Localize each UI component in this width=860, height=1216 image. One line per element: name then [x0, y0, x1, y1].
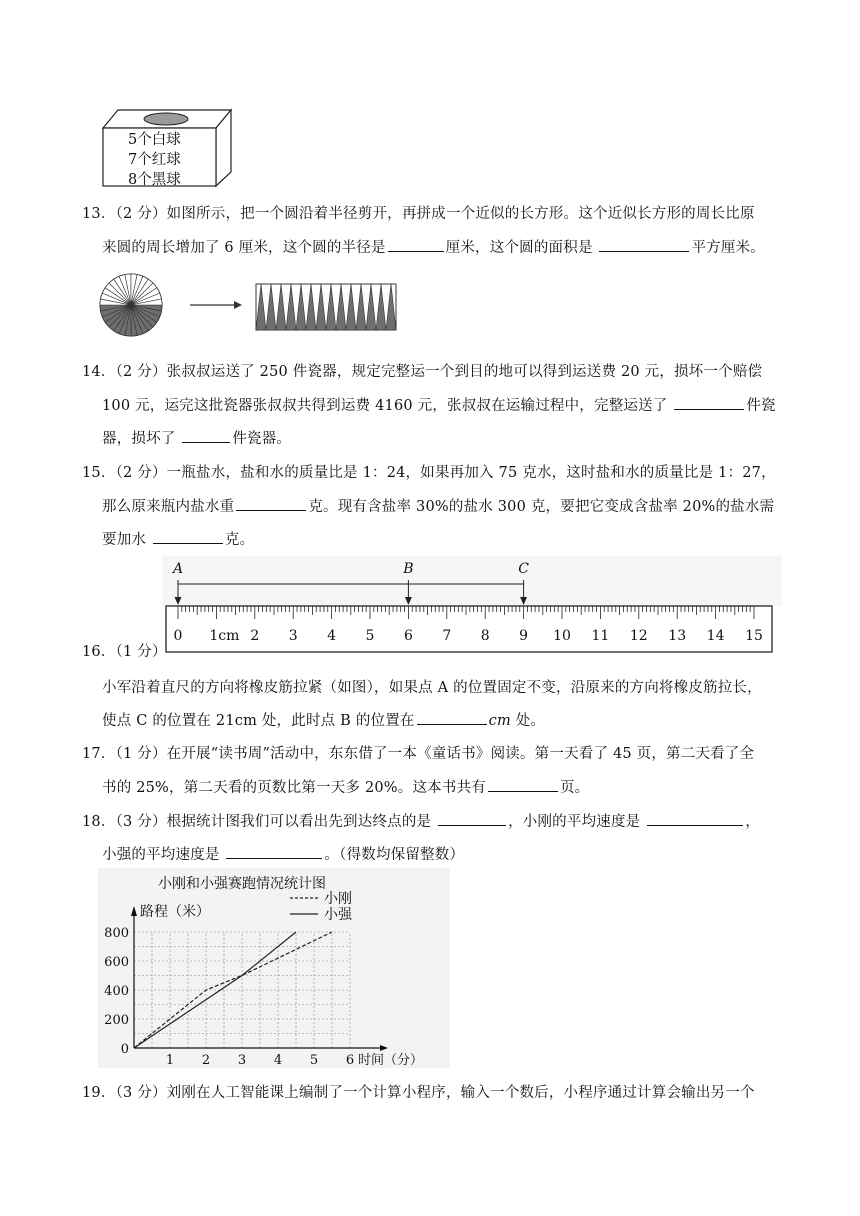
q19-line1: 19．（3 分）刘刚在人工智能课上编制了一个计算小程序，输入一个数后，小程序通过计算会输出另一个	[82, 1085, 755, 1101]
ruler-label: 0	[173, 628, 183, 644]
q15-number: 15．	[82, 465, 116, 481]
ruler-label: 14	[706, 628, 725, 644]
x-tick-label: 5	[309, 1053, 319, 1068]
q17-score: （1 分）	[115, 746, 167, 762]
q18-first-blank[interactable]	[438, 824, 506, 826]
q19-score: （3 分）	[115, 1085, 167, 1101]
ruler-label: 15	[745, 628, 763, 644]
q16-score: （1 分）	[115, 644, 167, 660]
box-line-red: 7个红球	[128, 152, 181, 168]
box-line-black: 8个黑球	[128, 172, 181, 188]
ruler-label: 4	[327, 628, 337, 644]
q14-number: 14．	[82, 364, 116, 380]
q15-score: （2 分）	[115, 465, 167, 481]
ruler-label: 6	[403, 628, 413, 644]
q13-line2: 来圆的周长增加了 6 厘米，这个圆的半径是 厘米，这个圆的面积是 平方厘米。	[102, 240, 765, 256]
circle-fig-svg	[98, 272, 408, 338]
ball-box-figure	[100, 106, 234, 188]
q13-area-blank[interactable]	[599, 250, 689, 252]
q13-radius-blank[interactable]	[388, 250, 444, 252]
x-tick-label: 3	[237, 1053, 247, 1068]
ruler-label: 5	[365, 628, 375, 644]
q15-line3: 要加水 克。	[102, 532, 255, 548]
q18-line1: 18．（3 分）根据统计图我们可以看出先到达终点的是 ，小刚的平均速度是 ，	[82, 814, 760, 830]
q18-number: 18．	[82, 814, 116, 830]
ruler-label: 7	[442, 628, 452, 644]
legend-label-1: 小刚	[324, 891, 352, 907]
box-opening	[144, 113, 188, 125]
q15-saltwater-blank[interactable]	[236, 509, 306, 511]
chart-backdrop	[98, 868, 450, 1068]
y-tick-label: 200	[104, 1013, 129, 1028]
chart-title: 小刚和小强赛跑情况统计图	[158, 876, 326, 892]
q16-unit: cm	[488, 713, 511, 729]
q14-line2: 100 元，运完这批瓷器张叔叔共得到运费 4160 元，张叔叔在运输过程中，完整运送了 件瓷	[102, 398, 776, 414]
point-label-b: B	[403, 561, 414, 577]
y-tick-label: 600	[104, 955, 129, 970]
y-axis-label: 路程（米）	[140, 904, 210, 920]
q17-line1: 17．（1 分）在开展“读书周”活动中，东东借了一本《童话书》阅读。第一天看了 45 页，第二天看了全	[82, 746, 755, 762]
q15-line2: 那么原来瓶内盐水重 克。现有含盐率 30%的盐水 300 克，要把它变成含盐率 20%的盐水需	[102, 499, 775, 515]
x-tick-label: 2	[201, 1053, 211, 1068]
q16-number: 16．	[82, 644, 116, 660]
q19-number: 19．	[82, 1085, 116, 1101]
q16-line2: 使点 C 的位置在 21cm 处，此时点 B 的位置在 cm 处。	[102, 713, 546, 729]
q14-complete-blank[interactable]	[674, 408, 744, 410]
race-chart	[98, 868, 450, 1068]
ruler-label: 10	[553, 628, 571, 644]
q14-line3: 器，损坏了 件瓷器。	[102, 431, 292, 447]
ruler-backdrop	[162, 556, 782, 606]
q17-line2: 书的 25%，第二天看的页数比第一天多 20%。这本书共有 页。	[102, 780, 590, 796]
x-tick-label: 6	[345, 1053, 355, 1068]
y-tick-label: 800	[104, 926, 129, 941]
ruler-label: 2	[250, 628, 260, 644]
q18-xiaoqiang-speed-blank[interactable]	[226, 857, 322, 859]
q18-xiaogang-speed-blank[interactable]	[647, 824, 743, 826]
chart-svg	[98, 868, 450, 1068]
circle-to-rectangle-figure	[98, 272, 408, 338]
q15-line1: 15．（2 分）一瓶盐水，盐和水的质量比是 1：24，如果再加入 75 克水，这时盐和水的质量比是 1：27，	[82, 465, 776, 481]
ruler-label: 3	[288, 628, 298, 644]
q13-number: 13．	[82, 206, 116, 222]
box-line-white: 5个白球	[128, 132, 181, 148]
q14-broken-blank[interactable]	[182, 441, 230, 443]
q14-score: （2 分）	[115, 364, 167, 380]
q14-line1: 14．（2 分）张叔叔运送了 250 件瓷器，规定完整运一个到目的地可以得到运送费 20 元，损坏一个赔偿	[82, 364, 763, 380]
point-label-a: A	[172, 561, 184, 577]
q18-line2: 小强的平均速度是 。（得数均保留整数）	[102, 847, 465, 863]
q16-answer-blank[interactable]	[417, 723, 487, 725]
q15-water-blank[interactable]	[153, 542, 223, 544]
ruler-label: 12	[629, 628, 648, 644]
x-tick-label: 1	[165, 1053, 175, 1068]
ruler-label: 13	[668, 628, 687, 644]
point-label-c: C	[518, 561, 529, 577]
ruler-label: 8	[480, 628, 490, 644]
q16-header	[82, 640, 167, 661]
ruler-svg	[162, 556, 782, 656]
q17-number: 17．	[82, 746, 116, 762]
q16-line1: 小军沿着直尺的方向将橡皮筋拉紧（如图），如果点 A 的位置固定不变，沿原来的方向将橡皮筋拉长，	[102, 680, 762, 696]
ruler-label: 9	[519, 628, 529, 644]
ruler-label: 11	[591, 628, 610, 644]
y-tick-label: 400	[104, 984, 129, 999]
arrow-head	[234, 301, 242, 309]
legend-label-2: 小强	[324, 907, 352, 923]
y-tick-label: 0	[120, 1042, 129, 1057]
ruler-figure	[162, 556, 782, 656]
q18-score: （3 分）	[115, 814, 167, 830]
ruler-label: 1cm	[209, 628, 240, 644]
x-axis-label: 时间（分）	[358, 1053, 424, 1068]
q13-line1: 13．（2 分）如图所示，把一个圆沿着半径剪开，再拼成一个近似的长方形。这个近似长方形的周长比原	[82, 206, 755, 222]
q13-score: （2 分）	[115, 206, 167, 222]
x-tick-label: 4	[273, 1053, 283, 1068]
q17-answer-blank[interactable]	[488, 790, 558, 792]
